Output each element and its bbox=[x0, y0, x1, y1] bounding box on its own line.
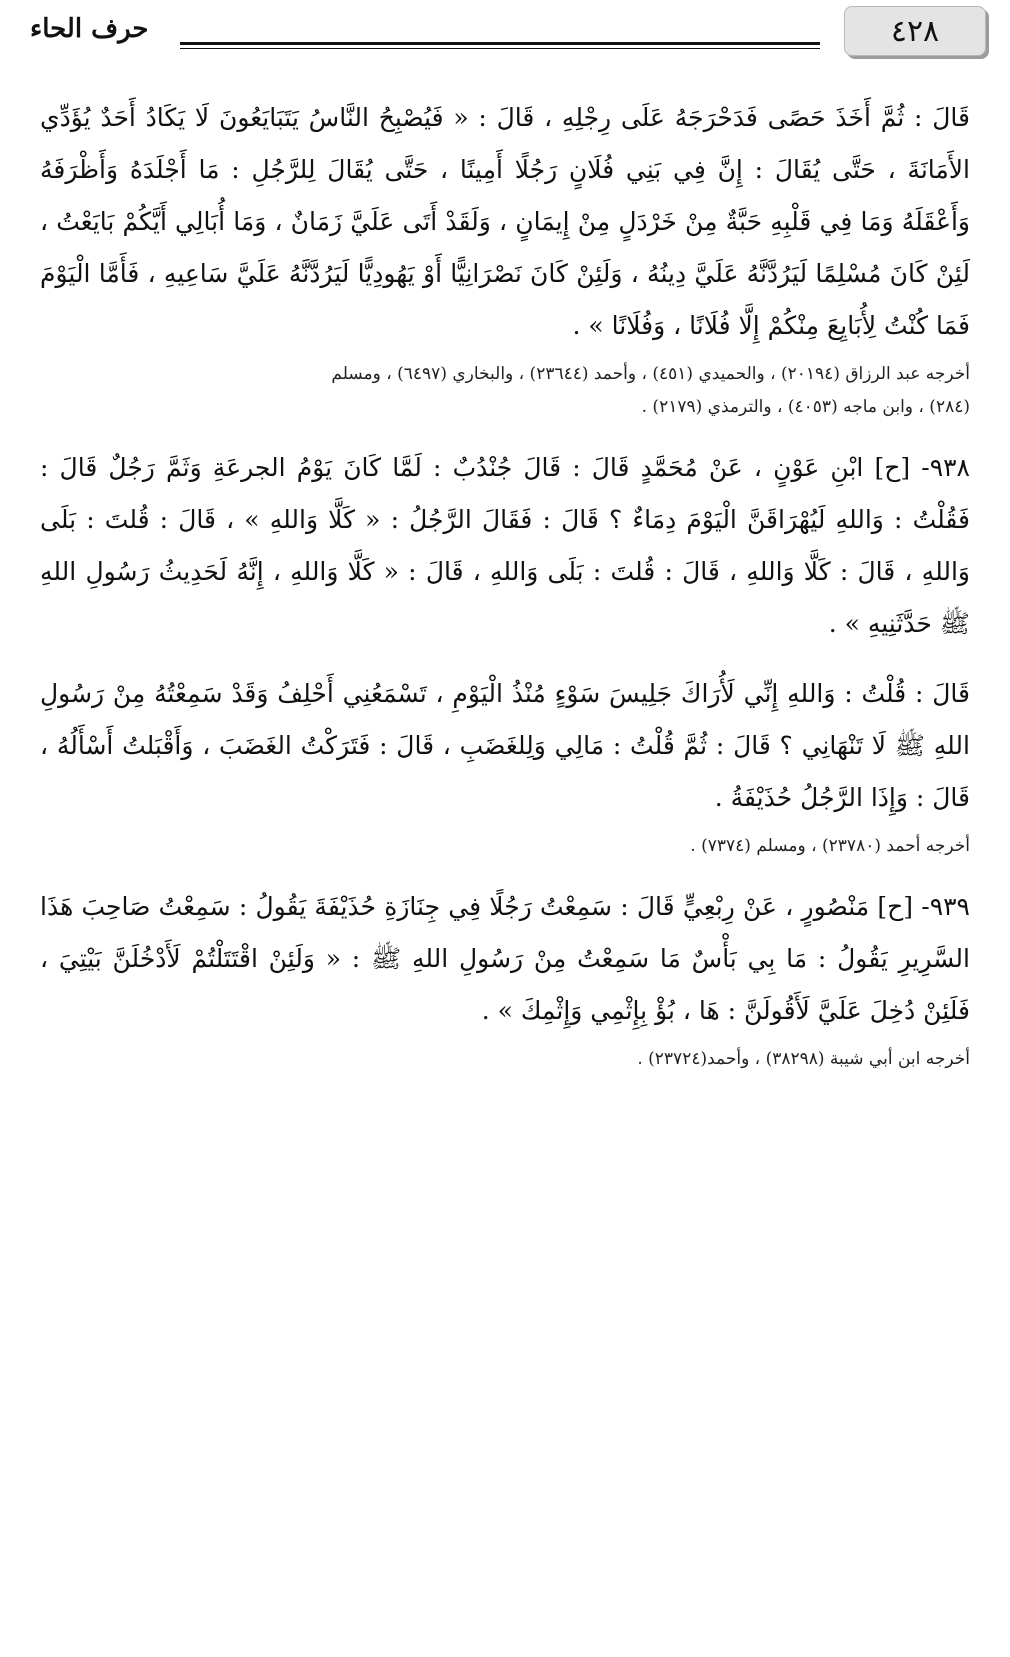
header-rule bbox=[180, 42, 820, 45]
footnote-reference bbox=[40, 358, 970, 424]
footnote-reference bbox=[40, 1043, 970, 1076]
chapter-title: حرف الحاء bbox=[30, 14, 149, 44]
hadith-paragraph: ٩٣٩- [ح] مَنْصُورٍ ، عَنْ رِبْعِيٍّ قَالَ : سَمِعْتُ رَجُلًا فِي جِنَازَةِ حُذَيْفَةَ يَقُولُ : سَمِعْتُ صَاحِبَ هَذَا السَّرِيرِ يَقُولُ : مَا بِي بَأْسٌ مَا سَمِعْتُ مِنْ رَسُولِ اللهِ ﷺ : « وَلَئِنْ اقْتَتَلْتُمْ لَأَدْخُلَنَّ بَيْتِيَ ، فَلَئِنْ دُخِلَ عَلَيَّ لَأَقُولَنَّ : هَا ، بُؤْ بِإِثْمِي وَإِثْمِكَ » . bbox=[40, 892, 970, 1025]
page-number: ٤٢٨ bbox=[844, 6, 986, 56]
header-rule-thin bbox=[180, 48, 820, 49]
footnote-line: (٢٨٤) ، وابن ماجه (٤٠٥٣) ، والترمذي (٢١٧٩) . bbox=[641, 397, 970, 417]
hadith-paragraph: ٩٣٨- [ح] ابْنِ عَوْنٍ ، عَنْ مُحَمَّدٍ قَالَ : قَالَ جُنْدُبٌ : لَمَّا كَانَ يَوْمُ الجرعَةِ وَثَمَّ رَجُلٌ قَالَ : فَقُلْتُ : وَاللهِ لَيُهْرَاقَنَّ الْيَوْمَ دِمَاءٌ ؟ قَالَ : فَقَالَ الرَّجُلُ : « كَلَّا وَاللهِ » ، قَالَ : قُلتَ : بَلَى وَاللهِ ، قَالَ : كَلَّا وَاللهِ ، قَالَ : قُلتَ : بَلَى وَاللهِ ، قَالَ : « كَلَّا وَاللهِ ، إِنَّهُ لَحَدِيثُ رَسُولِ اللهِ ﷺ حَدَّثَنِيهِ » . bbox=[40, 453, 970, 638]
footnote-line: أخرجه أحمد (٢٣٧٨٠) ، ومسلم (٧٣٧٤) . bbox=[690, 836, 970, 856]
footnote-line: أخرجه عبد الرزاق (٢٠١٩٤) ، والحميدي (٤٥١) ، وأحمد (٢٣٦٤٤) ، والبخاري (٦٤٩٧) ، ومسلم bbox=[331, 364, 970, 384]
page-body bbox=[40, 92, 970, 1076]
page-header bbox=[30, 6, 980, 66]
hadith-paragraph: قَالَ : ثُمَّ أَخَذَ حَصًى فَدَحْرَجَهُ عَلَى رِجْلِهِ ، قَالَ : « فَيُصْبِحُ النَّاسُ يَتَبَايَعُونَ لَا يَكَادُ أَحَدٌ يُؤَدِّي الأَمَانَةَ ، حَتَّى يُقَالَ : إِنَّ فِي بَنِي فُلَانٍ رَجُلًا أَمِينًا ، حَتَّى يُقَالَ لِلرَّجُلِ : مَا أَجْلَدَهُ وَأَظْرَفَهُ وَأَعْقَلَهُ وَمَا فِي قَلْبِهِ حَبَّةٌ مِنْ خَرْدَلٍ مِنْ إِيمَانٍ ، وَلَقَدْ أَتَى عَلَيَّ زَمَانٌ ، وَمَا أُبَالِي أَيَّكُمْ بَايَعْتُ ، لَئِنْ كَانَ مُسْلِمًا لَيَرُدَّنَّهُ عَلَيَّ دِينُهُ ، وَلَئِنْ كَانَ نَصْرَانِيًّا أَوْ يَهُودِيًّا لَيَرُدَّنَّهُ عَلَيَّ سَاعِيهِ ، فَأَمَّا الْيَوْمَ فَمَا كُنْتُ لِأُبَايِعَ مِنْكُمْ إِلَّا فُلَانًا ، وَفُلَانًا » . bbox=[40, 103, 970, 340]
footnote-line: أخرجه ابن أبي شيبة (٣٨٢٩٨) ، وأحمد(٢٣٧٢٤) . bbox=[637, 1049, 970, 1069]
hadith-paragraph: قَالَ : قُلْتُ : وَاللهِ إِنِّي لَأُرَاكَ جَلِيسَ سَوْءٍ مُنْذُ الْيَوْمِ ، تَسْمَعُنِي أَحْلِفُ وَقَدْ سَمِعْتُهُ مِنْ رَسُولِ اللهِ ﷺ لَا تَنْهَانِي ؟ قَالَ : ثُمَّ قُلْتُ : مَالِي وَلِلغَضَبِ ، قَالَ : فَتَرَكْتُ الغَضَبَ ، وَأَقْبَلتُ أَسْأَلُهُ ، قَالَ : وَإِذَا الرَّجُلُ حُذَيْفَةُ . bbox=[40, 679, 970, 812]
footnote-reference bbox=[40, 830, 970, 863]
